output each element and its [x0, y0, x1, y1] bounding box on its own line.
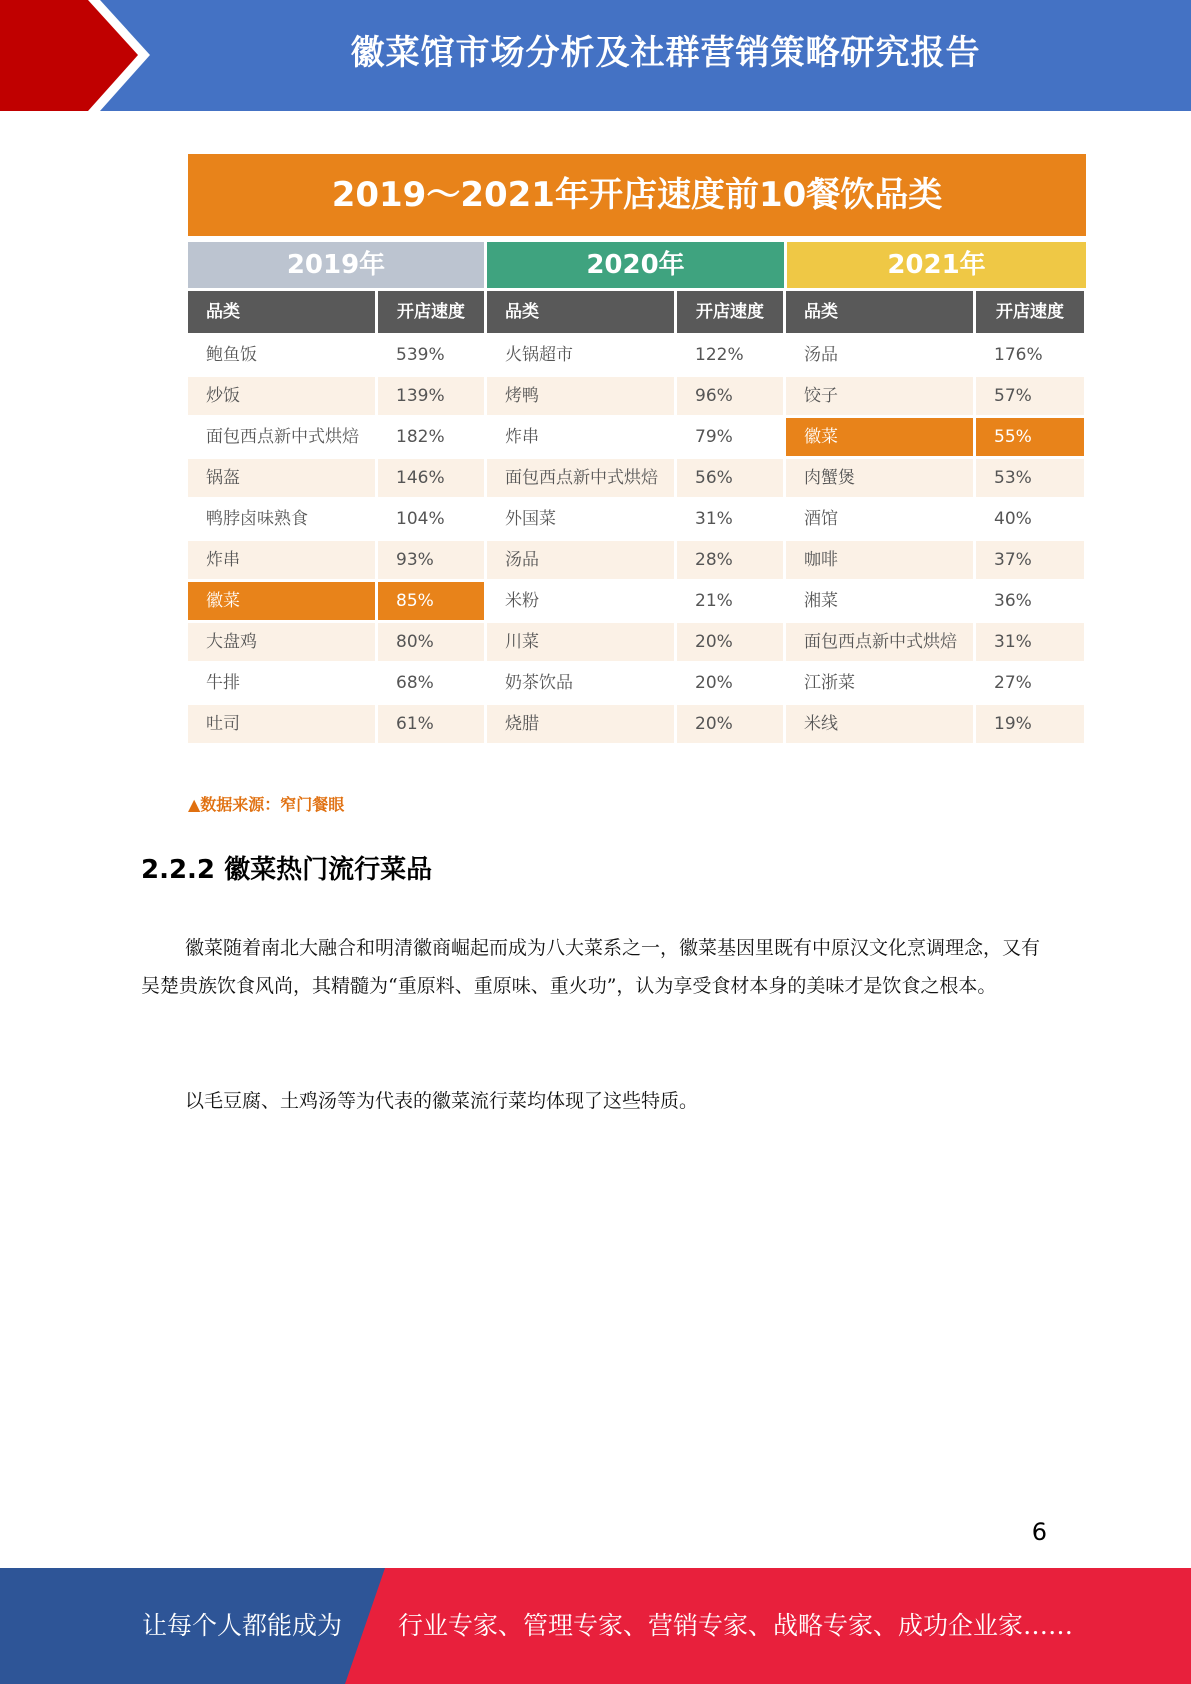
column-header-category: 品类 [188, 291, 375, 333]
speed-cell: 57% [976, 377, 1084, 415]
speed-cell: 31% [677, 500, 783, 538]
page-number: 6 [1031, 1518, 1047, 1546]
category-cell: 米线 [786, 705, 973, 743]
column-header-speed: 开店速度 [677, 291, 783, 333]
speed-cell: 37% [976, 541, 1084, 579]
category-cell: 烧腊 [487, 705, 674, 743]
category-cell: 汤品 [786, 336, 973, 374]
category-cell: 烤鸭 [487, 377, 674, 415]
table-row [188, 705, 1086, 743]
speed-cell: 40% [976, 500, 1084, 538]
year-header-2020: 2020年 [487, 242, 784, 288]
year-header-row [188, 242, 1086, 288]
category-cell: 咖啡 [786, 541, 973, 579]
speed-cell: 20% [677, 664, 783, 702]
speed-cell: 79% [677, 418, 783, 456]
speed-cell: 55% [976, 418, 1084, 456]
speed-cell: 176% [976, 336, 1084, 374]
body-paragraph: 徽菜随着南北大融合和明清徽商崛起而成为八大菜系之一，徽菜基因里既有中原汉文化烹调理念，又有吴楚贵族饮食风尚，其精髓为“重原料、重原味、重火功”，认为享受食材本身的美味才是饮食之根本。 [141, 937, 1041, 997]
category-cell: 肉蟹煲 [786, 459, 973, 497]
speed-cell: 53% [976, 459, 1084, 497]
speed-cell: 61% [378, 705, 484, 743]
figure-title: 2019～2021年开店速度前10餐饮品类 [188, 154, 1086, 236]
speed-cell: 20% [677, 623, 783, 661]
category-cell: 面包西点新中式烘焙 [487, 459, 674, 497]
category-cell: 徽菜 [188, 582, 375, 620]
speed-cell: 104% [378, 500, 484, 538]
table-row [188, 336, 1086, 374]
category-cell: 川菜 [487, 623, 674, 661]
column-header-speed: 开店速度 [378, 291, 484, 333]
speed-cell: 36% [976, 582, 1084, 620]
column-header-category: 品类 [487, 291, 674, 333]
speed-cell: 96% [677, 377, 783, 415]
category-cell: 饺子 [786, 377, 973, 415]
table-row [188, 582, 1086, 620]
speed-cell: 80% [378, 623, 484, 661]
table-row [188, 541, 1086, 579]
speed-cell: 56% [677, 459, 783, 497]
section-heading: 2.2.2 徽菜热门流行菜品 [141, 855, 433, 885]
header-banner [0, 0, 1191, 111]
category-cell: 江浙菜 [786, 664, 973, 702]
speed-cell: 20% [677, 705, 783, 743]
speed-cell: 68% [378, 664, 484, 702]
speed-cell: 539% [378, 336, 484, 374]
category-cell: 米粉 [487, 582, 674, 620]
table-row [188, 664, 1086, 702]
footer-slogan-left: 让每个人都能成为 [142, 1611, 343, 1640]
table-row [188, 377, 1086, 415]
footer-banner [0, 1568, 1191, 1684]
column-header-category: 品类 [786, 291, 973, 333]
category-cell: 鸭脖卤味熟食 [188, 500, 375, 538]
category-cell: 炸串 [487, 418, 674, 456]
category-cell: 湘菜 [786, 582, 973, 620]
table-row [188, 418, 1086, 456]
red-arrow-decoration [0, 0, 160, 111]
category-cell: 奶茶饮品 [487, 664, 674, 702]
speed-cell: 28% [677, 541, 783, 579]
category-cell: 吐司 [188, 705, 375, 743]
footer-slogan-right: 行业专家、管理专家、营销专家、战略专家、成功企业家…… [398, 1611, 1074, 1640]
category-cell: 锅盔 [188, 459, 375, 497]
speed-cell: 19% [976, 705, 1084, 743]
category-cell: 鲍鱼饭 [188, 336, 375, 374]
speed-cell: 27% [976, 664, 1084, 702]
speed-cell: 85% [378, 582, 484, 620]
category-cell: 徽菜 [786, 418, 973, 456]
speed-cell: 93% [378, 541, 484, 579]
speed-cell: 21% [677, 582, 783, 620]
speed-cell: 182% [378, 418, 484, 456]
report-title: 徽菜馆市场分析及社群营销策略研究报告 [350, 33, 981, 73]
category-cell: 酒馆 [786, 500, 973, 538]
table-row [188, 500, 1086, 538]
data-source-note: ▲数据来源：窄门餐眼 [188, 795, 345, 814]
year-header-2019: 2019年 [188, 242, 484, 288]
body-paragraph: 以毛豆腐、土鸡汤等为代表的徽菜流行菜均体现了这些特质。 [185, 1090, 699, 1112]
year-header-2021: 2021年 [787, 242, 1086, 288]
category-cell: 外国菜 [487, 500, 674, 538]
speed-cell: 146% [378, 459, 484, 497]
category-cell: 牛排 [188, 664, 375, 702]
category-cell: 面包西点新中式烘焙 [188, 418, 375, 456]
speed-cell: 122% [677, 336, 783, 374]
category-cell: 汤品 [487, 541, 674, 579]
category-cell: 面包西点新中式烘焙 [786, 623, 973, 661]
category-cell: 大盘鸡 [188, 623, 375, 661]
table-body [188, 336, 1086, 743]
speed-cell: 139% [378, 377, 484, 415]
category-cell: 炒饭 [188, 377, 375, 415]
category-cell: 火锅超市 [487, 336, 674, 374]
column-header-row [188, 291, 1086, 333]
category-cell: 炸串 [188, 541, 375, 579]
table-figure [188, 154, 1086, 746]
table-row [188, 623, 1086, 661]
column-header-speed: 开店速度 [976, 291, 1084, 333]
table-row [188, 459, 1086, 497]
speed-cell: 31% [976, 623, 1084, 661]
